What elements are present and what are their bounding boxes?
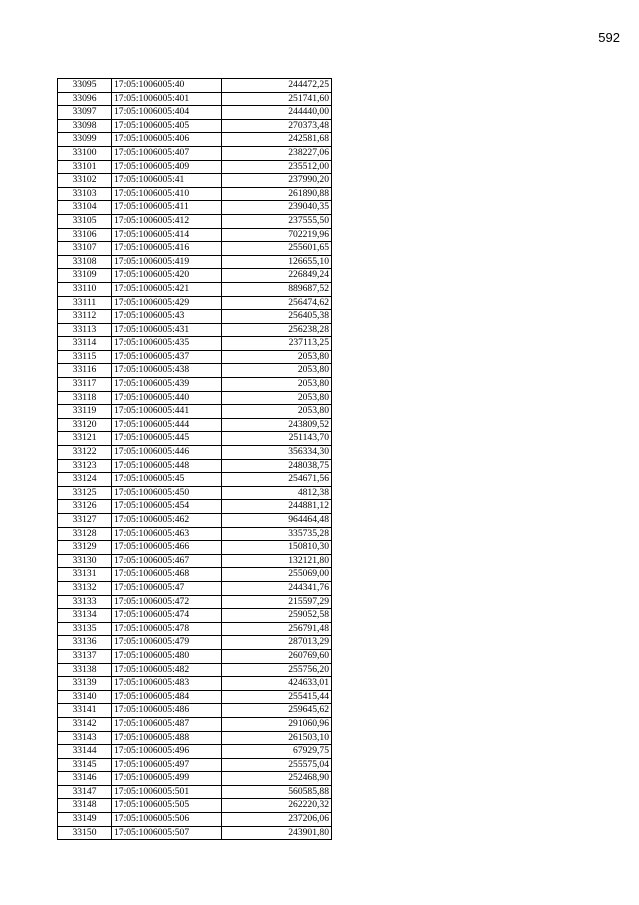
cadastral-number-cell: 17:05:1006005:439 [112,378,222,392]
cadastral-number-cell: 17:05:1006005:43 [112,310,222,324]
value-cell: 255756,20 [222,663,332,677]
value-cell: 256405,38 [222,310,332,324]
table-row [58,473,332,487]
table-row [58,745,332,759]
table-row [58,500,332,514]
value-cell: 560585,88 [222,785,332,799]
cadastral-number-cell: 17:05:1006005:496 [112,745,222,759]
value-cell: 260769,60 [222,649,332,663]
value-cell: 239040,35 [222,201,332,215]
value-cell: 702219,96 [222,228,332,242]
table-row [58,106,332,120]
row-number-cell: 33109 [58,269,112,283]
table-row [58,568,332,582]
cadastral-number-cell: 17:05:1006005:448 [112,459,222,473]
cadastral-number-cell: 17:05:1006005:479 [112,636,222,650]
row-number-cell: 33138 [58,663,112,677]
row-number-cell: 33126 [58,500,112,514]
row-number-cell: 33130 [58,554,112,568]
row-number-cell: 33117 [58,378,112,392]
row-number-cell: 33149 [58,813,112,827]
value-cell: 238227,06 [222,146,332,160]
row-number-cell: 33115 [58,350,112,364]
row-number-cell: 33147 [58,785,112,799]
value-cell: 291060,96 [222,717,332,731]
value-cell: 254671,56 [222,473,332,487]
value-cell: 335735,28 [222,527,332,541]
value-cell: 126655,10 [222,255,332,269]
row-number-cell: 33116 [58,364,112,378]
value-cell: 261890,88 [222,187,332,201]
table-row [58,772,332,786]
row-number-cell: 33104 [58,201,112,215]
cadastral-number-cell: 17:05:1006005:454 [112,500,222,514]
cadastral-number-cell: 17:05:1006005:468 [112,568,222,582]
value-cell: 256238,28 [222,323,332,337]
row-number-cell: 33125 [58,486,112,500]
table-row [58,649,332,663]
value-cell: 255415,44 [222,690,332,704]
row-number-cell: 33114 [58,337,112,351]
cadastral-number-cell: 17:05:1006005:506 [112,813,222,827]
cadastral-number-cell: 17:05:1006005:462 [112,514,222,528]
table-row [58,174,332,188]
cadastral-number-cell: 17:05:1006005:411 [112,201,222,215]
row-number-cell: 33100 [58,146,112,160]
value-cell: 259645,62 [222,704,332,718]
row-number-cell: 33135 [58,622,112,636]
value-cell: 255575,04 [222,758,332,772]
value-cell: 242581,68 [222,133,332,147]
table-row [58,731,332,745]
value-cell: 251741,60 [222,92,332,106]
table-row [58,799,332,813]
cadastral-number-cell: 17:05:1006005:40 [112,79,222,93]
table-row [58,242,332,256]
value-cell: 964464,48 [222,514,332,528]
row-number-cell: 33097 [58,106,112,120]
table-row [58,704,332,718]
row-number-cell: 33137 [58,649,112,663]
table-row [58,826,332,840]
table-row [58,758,332,772]
row-number-cell: 33133 [58,595,112,609]
cadastral-number-cell: 17:05:1006005:438 [112,364,222,378]
value-cell: 424633,01 [222,677,332,691]
cadastral-number-cell: 17:05:1006005:420 [112,269,222,283]
table-row [58,595,332,609]
row-number-cell: 33103 [58,187,112,201]
cadastral-number-cell: 17:05:1006005:435 [112,337,222,351]
value-cell: 215597,29 [222,595,332,609]
value-cell: 255601,65 [222,242,332,256]
value-cell: 251143,70 [222,432,332,446]
value-cell: 2053,80 [222,405,332,419]
table-row [58,622,332,636]
cadastral-number-cell: 17:05:1006005:478 [112,622,222,636]
table-row [58,337,332,351]
table-row [58,486,332,500]
table-row [58,514,332,528]
row-number-cell: 33144 [58,745,112,759]
table-row [58,636,332,650]
cadastral-number-cell: 17:05:1006005:444 [112,418,222,432]
row-number-cell: 33145 [58,758,112,772]
table-row [58,255,332,269]
table-row [58,527,332,541]
value-cell: 237990,20 [222,174,332,188]
cadastral-value-table [57,78,332,840]
row-number-cell: 33123 [58,459,112,473]
value-cell: 67929,75 [222,745,332,759]
row-number-cell: 33120 [58,418,112,432]
cadastral-number-cell: 17:05:1006005:412 [112,214,222,228]
value-cell: 244341,76 [222,581,332,595]
row-number-cell: 33101 [58,160,112,174]
row-number-cell: 33150 [58,826,112,840]
cadastral-number-cell: 17:05:1006005:497 [112,758,222,772]
row-number-cell: 33098 [58,119,112,133]
row-number-cell: 33121 [58,432,112,446]
row-number-cell: 33136 [58,636,112,650]
row-number-cell: 33110 [58,282,112,296]
value-cell: 2053,80 [222,364,332,378]
table-row [58,785,332,799]
row-number-cell: 33131 [58,568,112,582]
value-cell: 261503,10 [222,731,332,745]
value-cell: 256474,62 [222,296,332,310]
row-number-cell: 33134 [58,609,112,623]
cadastral-number-cell: 17:05:1006005:466 [112,541,222,555]
table-row [58,554,332,568]
row-number-cell: 33119 [58,405,112,419]
cadastral-number-cell: 17:05:1006005:482 [112,663,222,677]
table-row [58,813,332,827]
cadastral-number-cell: 17:05:1006005:406 [112,133,222,147]
value-cell: 243901,80 [222,826,332,840]
table-row [58,187,332,201]
table-row [58,214,332,228]
value-cell: 256791,48 [222,622,332,636]
row-number-cell: 33113 [58,323,112,337]
row-number-cell: 33148 [58,799,112,813]
table-row [58,609,332,623]
value-cell: 889687,52 [222,282,332,296]
cadastral-number-cell: 17:05:1006005:446 [112,446,222,460]
value-cell: 235512,00 [222,160,332,174]
cadastral-number-cell: 17:05:1006005:472 [112,595,222,609]
table-row [58,79,332,93]
row-number-cell: 33106 [58,228,112,242]
table-row [58,405,332,419]
cadastral-number-cell: 17:05:1006005:419 [112,255,222,269]
row-number-cell: 33111 [58,296,112,310]
row-number-cell: 33124 [58,473,112,487]
cadastral-number-cell: 17:05:1006005:484 [112,690,222,704]
row-number-cell: 33146 [58,772,112,786]
table-row [58,717,332,731]
row-number-cell: 33102 [58,174,112,188]
row-number-cell: 33128 [58,527,112,541]
value-cell: 2053,80 [222,350,332,364]
table-row [58,310,332,324]
table-row [58,146,332,160]
cadastral-number-cell: 17:05:1006005:440 [112,391,222,405]
cadastral-number-cell: 17:05:1006005:401 [112,92,222,106]
table-row [58,269,332,283]
value-cell: 132121,80 [222,554,332,568]
value-cell: 150810,30 [222,541,332,555]
cadastral-number-cell: 17:05:1006005:41 [112,174,222,188]
row-number-cell: 33139 [58,677,112,691]
value-cell: 287013,29 [222,636,332,650]
value-cell: 226849,24 [222,269,332,283]
table-row [58,541,332,555]
value-cell: 262220,32 [222,799,332,813]
cadastral-number-cell: 17:05:1006005:488 [112,731,222,745]
row-number-cell: 33122 [58,446,112,460]
table-row [58,201,332,215]
cadastral-number-cell: 17:05:1006005:499 [112,772,222,786]
value-cell: 237555,50 [222,214,332,228]
cadastral-number-cell: 17:05:1006005:463 [112,527,222,541]
cadastral-number-cell: 17:05:1006005:414 [112,228,222,242]
row-number-cell: 33129 [58,541,112,555]
row-number-cell: 33140 [58,690,112,704]
table-row [58,296,332,310]
table-row [58,418,332,432]
cadastral-number-cell: 17:05:1006005:410 [112,187,222,201]
row-number-cell: 33107 [58,242,112,256]
table-row [58,350,332,364]
value-cell: 248038,75 [222,459,332,473]
cadastral-number-cell: 17:05:1006005:416 [112,242,222,256]
table-row [58,228,332,242]
value-cell: 2053,80 [222,378,332,392]
row-number-cell: 33099 [58,133,112,147]
cadastral-number-cell: 17:05:1006005:487 [112,717,222,731]
cadastral-number-cell: 17:05:1006005:474 [112,609,222,623]
table-row [58,323,332,337]
value-cell: 356334,30 [222,446,332,460]
value-cell: 4812,38 [222,486,332,500]
table-row [58,690,332,704]
value-cell: 243809,52 [222,418,332,432]
table-row [58,364,332,378]
cadastral-number-cell: 17:05:1006005:483 [112,677,222,691]
table-body [58,79,332,840]
table-row [58,391,332,405]
cadastral-number-cell: 17:05:1006005:450 [112,486,222,500]
value-cell: 244881,12 [222,500,332,514]
table-row [58,663,332,677]
cadastral-number-cell: 17:05:1006005:404 [112,106,222,120]
cadastral-number-cell: 17:05:1006005:486 [112,704,222,718]
table-row [58,459,332,473]
table-row [58,446,332,460]
value-cell: 244472,25 [222,79,332,93]
table-row [58,677,332,691]
page-number: 592 [598,30,620,45]
cadastral-number-cell: 17:05:1006005:501 [112,785,222,799]
row-number-cell: 33095 [58,79,112,93]
value-cell: 270373,48 [222,119,332,133]
row-number-cell: 33142 [58,717,112,731]
row-number-cell: 33132 [58,581,112,595]
value-cell: 237113,25 [222,337,332,351]
cadastral-number-cell: 17:05:1006005:405 [112,119,222,133]
cadastral-number-cell: 17:05:1006005:431 [112,323,222,337]
cadastral-number-cell: 17:05:1006005:505 [112,799,222,813]
cadastral-number-cell: 17:05:1006005:467 [112,554,222,568]
value-cell: 237206,06 [222,813,332,827]
table-row [58,92,332,106]
table-row [58,119,332,133]
table-row [58,432,332,446]
value-cell: 252468,90 [222,772,332,786]
cadastral-number-cell: 17:05:1006005:441 [112,405,222,419]
row-number-cell: 33141 [58,704,112,718]
cadastral-number-cell: 17:05:1006005:480 [112,649,222,663]
value-cell: 259052,58 [222,609,332,623]
row-number-cell: 33108 [58,255,112,269]
cadastral-number-cell: 17:05:1006005:421 [112,282,222,296]
cadastral-number-cell: 17:05:1006005:437 [112,350,222,364]
row-number-cell: 33105 [58,214,112,228]
value-cell: 255069,00 [222,568,332,582]
table-row [58,160,332,174]
row-number-cell: 33127 [58,514,112,528]
row-number-cell: 33118 [58,391,112,405]
value-cell: 244440,00 [222,106,332,120]
cadastral-number-cell: 17:05:1006005:47 [112,581,222,595]
cadastral-number-cell: 17:05:1006005:429 [112,296,222,310]
row-number-cell: 33096 [58,92,112,106]
table-row [58,133,332,147]
row-number-cell: 33112 [58,310,112,324]
cadastral-number-cell: 17:05:1006005:407 [112,146,222,160]
cadastral-number-cell: 17:05:1006005:445 [112,432,222,446]
cadastral-number-cell: 17:05:1006005:409 [112,160,222,174]
cadastral-number-cell: 17:05:1006005:45 [112,473,222,487]
table-row [58,581,332,595]
row-number-cell: 33143 [58,731,112,745]
table-row [58,378,332,392]
table-row [58,282,332,296]
value-cell: 2053,80 [222,391,332,405]
cadastral-number-cell: 17:05:1006005:507 [112,826,222,840]
